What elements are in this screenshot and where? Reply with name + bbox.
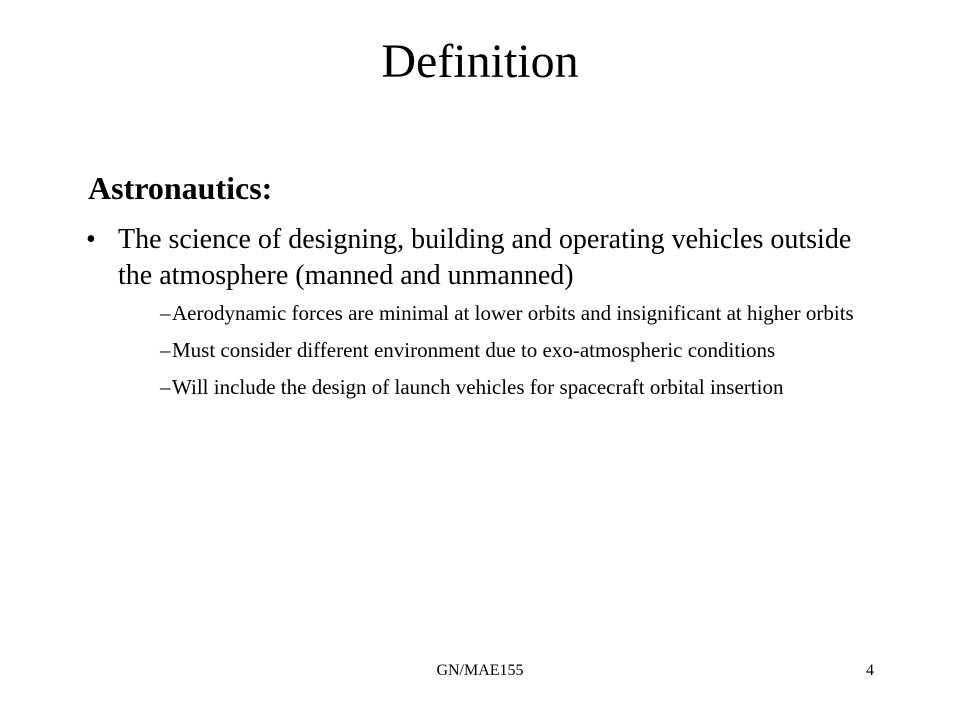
sub-bullet-item	[160, 374, 880, 401]
sub-bullet-text: Aerodynamic forces are minimal at lower orbits and insignificant at higher orbits	[172, 301, 854, 325]
sub-bullet-text: Must consider different environment due to exo-atmospheric conditions	[172, 338, 776, 362]
footer-course-label: GN/MAE155	[436, 662, 524, 679]
bullet-item	[86, 222, 876, 294]
bullet-marker: •	[86, 224, 96, 255]
sub-bullet-marker: –	[160, 338, 171, 362]
footer-page-number: 4	[866, 662, 874, 679]
bullet-text: The science of designing, building and operating vehicles outside the atmosphere (manned and unmanned)	[118, 224, 852, 291]
sub-bullet-list	[160, 300, 880, 411]
sub-bullet-item	[160, 300, 880, 327]
section-heading: Astronautics:	[88, 170, 273, 206]
sub-bullet-marker: –	[160, 301, 171, 325]
slide-title: Definition	[381, 35, 579, 88]
sub-bullet-item	[160, 337, 880, 364]
sub-bullet-text: Will include the design of launch vehicles for spacecraft orbital insertion	[172, 375, 784, 399]
sub-bullet-marker: –	[160, 375, 171, 399]
